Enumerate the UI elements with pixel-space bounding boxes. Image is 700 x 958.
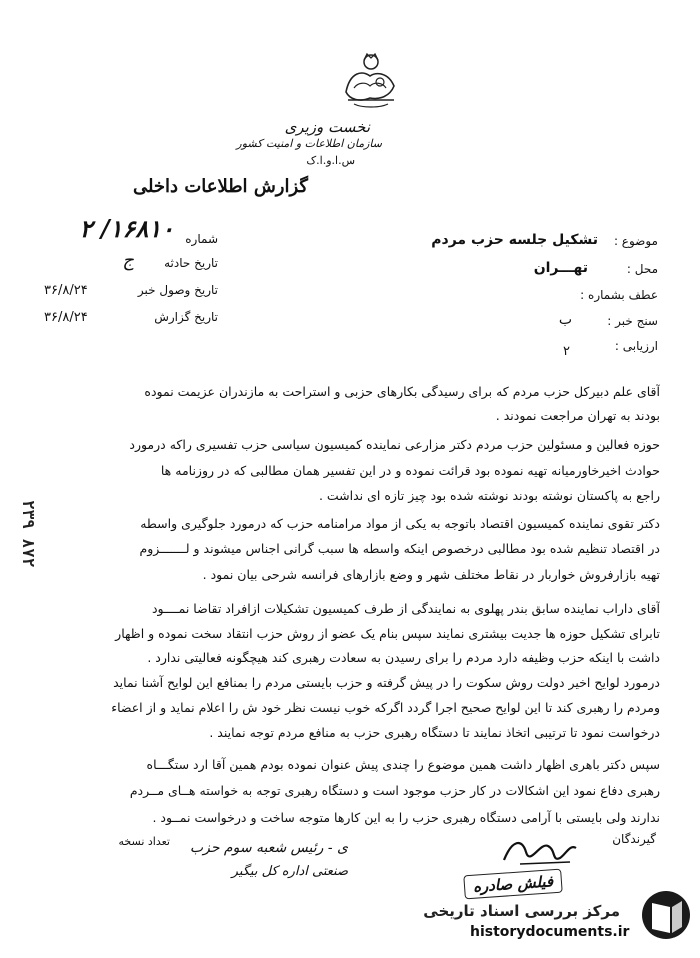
body-line-15: سپس دکتر باهری اظهار داشت همین موضوع را چندی پیش عنوان نموده بودم همین آقا ارد ستگـــاه: [146, 757, 660, 772]
body-line-6: دکتر تقوی نماینده کمیسیون اقتصاد باتوجه به یکی از مواد مرامنامه حزب که درمورد جلوگیری واسطه: [140, 516, 660, 531]
signature-scribble: [500, 832, 580, 872]
report-date-value: ۳۶/۸/۲۴: [44, 310, 88, 325]
body-line-8: تهیه بازارفروش خواربار در نقاط مختلف شهر و وضع بازارهای فرانسه شرحی بیان نمود .: [202, 567, 660, 582]
assessment-value: ۲: [563, 344, 570, 359]
recipients-label: گیرندگان: [612, 832, 656, 846]
body-line-12: درمورد لوایح اخیر دولت روش سکوت را در پیش گرفته و حزب بایستی مردم را بمنافع این لوایح آشنا نماید: [113, 675, 660, 690]
location-label: محل :: [626, 262, 658, 276]
lion-sun-emblem: [340, 52, 402, 110]
received-date-value: ۳۶/۸/۲۴: [44, 283, 88, 298]
body-line-3: حوزه فعالین و مسئولین حزب مردم دکتر مزارعی نماینده کمیسیون سیاسی حزب تفسیری راکه درمورد: [129, 437, 660, 452]
body-line-11: داشت با اینکه حزب وظیفه دارد مردم را برای رسیدن به سعادت رهبری کند هیچگونه فعالیتی ندارد .: [147, 650, 660, 665]
body-line-16: رهبری دفاع نمود این اشکالات در کار حزب موجود است و دستگاه رهبری توجه به خواسته هــای مــردم: [129, 783, 660, 798]
watermark-org-name: مرکز بررسی اسناد تاریخی: [423, 902, 620, 920]
source-grade-label: سنج خبر :: [607, 314, 658, 328]
body-line-1: آقای علم دبیرکل حزب مردم که برای رسیدگی بکارهای حزبی و استراحت به مازندران عزیمت نموده: [144, 384, 660, 399]
archive-logo-icon: [640, 885, 692, 945]
number-label: شماره: [185, 232, 218, 246]
header-acronym: س.ا.و.ا.ک: [306, 154, 355, 167]
source-grade-value: ب: [558, 312, 572, 328]
signature-note-2: صنعتی اداره کل بیگیر: [231, 864, 348, 879]
reference-label: عطف بشماره :: [580, 288, 658, 302]
event-date-value: ج: [122, 250, 134, 271]
body-line-10: تابرای تشکیل حوزه ها جدیت بیشتری نمایند سپس بنام یک عضو از روش حزب انتقاد سخت نموده و اظهار: [115, 626, 660, 641]
body-line-9: آقای داراب نماینده سابق بندر پهلوی به نمایندگی از طرف کمیسیون تشکیلات ازافراد تقاضا نمــــود: [151, 601, 660, 616]
body-line-5: راجع به پاکستان نوشته بودند نوشته شده بود چیز تازه ای نداشت .: [318, 488, 660, 503]
subject-value: تشکیل جلسه حزب مردم: [431, 232, 598, 248]
watermark-url: historydocuments.ir: [470, 924, 630, 940]
body-line-2: بودند به تهران مراجعت نمودند .: [495, 408, 660, 423]
body-line-13: ومردم را رهبری کند تا این لوایح صحیح اجرا گردد اگرکه خوب نیست نظر خود ش را اعلام نماید و از اعضاء: [111, 700, 660, 715]
report-date-label: تاریخ گزارش: [154, 310, 218, 324]
signature-note-1: ی - رئیس شعبه سوم حزب: [189, 840, 348, 856]
copies-label: تعداد نسخه: [118, 835, 170, 848]
dispatch-stamp: فیلش صادره: [463, 869, 563, 900]
location-value: تهـــران: [533, 260, 588, 276]
margin-note: ۲۳۹ ۸۷۲: [19, 500, 38, 568]
body-line-4: حوادث اخیرخاورمیانه تهیه نموده بود قرائت نموده و در این تفسیر همان مطالبی که در روزنامه ها: [160, 463, 660, 478]
event-date-label: تاریخ حادثه: [164, 256, 218, 270]
body-line-14: درخواست نمود تا ترتیبی اتخاذ نمایند تا دستگاه رهبری حزب به منافع مردم توجه نمایند .: [209, 725, 660, 740]
report-type-title: گزارش اطلاعات داخلی: [132, 176, 308, 197]
subject-label: موضوع :: [613, 234, 658, 248]
body-line-7: در اقتصاد تنظیم شده بود مطالبی درخصوص اینکه واسطه ها سبب گرانی اجناس میشوند و لـــــــزوم: [139, 541, 660, 556]
received-date-label: تاریخ وصول خبر: [137, 283, 218, 297]
number-value: ۱۶۸۱۰/ ۲: [79, 214, 174, 243]
assessment-label: ارزیابی :: [614, 339, 658, 353]
header-organization: سازمان اطلاعات و امنیت کشور: [236, 137, 382, 150]
header-ministry: نخست وزیری: [284, 118, 370, 136]
body-line-17: ندارند ولی بایستی با آرامی دستگاه رهبری حزب را به این کارها متوجه ساخت و درخواست نمــود .: [152, 810, 660, 825]
